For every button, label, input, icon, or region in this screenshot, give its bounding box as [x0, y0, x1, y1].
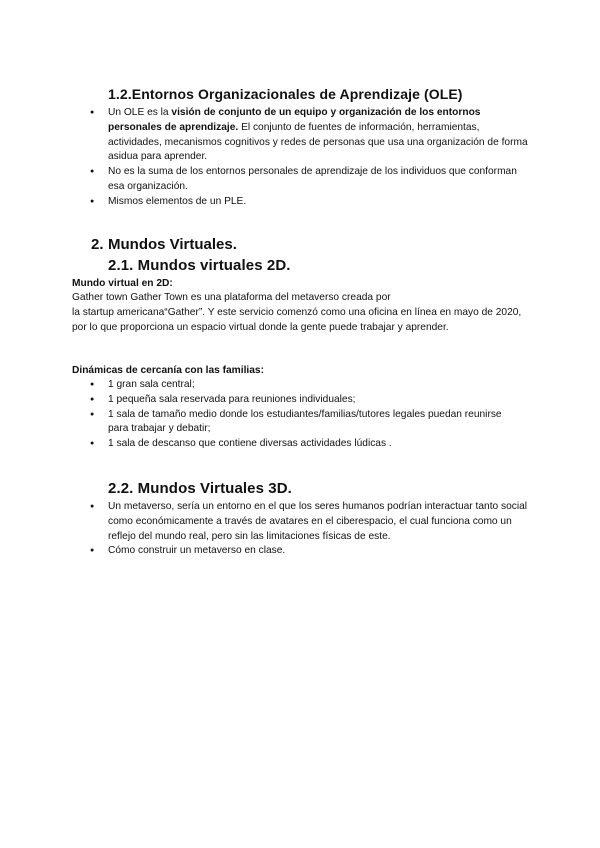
gather-paragraph: Gather town Gather Town es una plataforma del metaverso creada por la startup americana“Gather”. Y este servicio comenzó como una oficina en línea en mayo de 2020, por lo que proporciona un espacio virtual donde la gente puede trabajar y aprender.	[72, 292, 522, 333]
list-item: ● No es la suma de los entornos personales de aprendizaje de los individuos que conforman esa organización.	[108, 165, 528, 195]
dinamicas-label: Dinámicas de cercanía con las familias:	[72, 365, 264, 376]
list-item: ● Mismos elementos de un PLE.	[108, 195, 528, 210]
mundos-2d-heading: 2.1. Mundos virtuales 2D.	[108, 257, 291, 274]
list-item: ● Cómo construir un metaverso en clase.	[108, 544, 528, 559]
dinamicas-bullet-list	[108, 378, 513, 452]
list-item: ● 1 pequeña sala reservada para reuniones individuales;	[108, 393, 513, 408]
mundos-heading	[91, 236, 237, 253]
section-number: 2.	[91, 236, 104, 253]
mundo-2d-label: Mundo virtual en 2D:	[72, 278, 173, 289]
list-item: ● Un OLE es la visión de conjunto de un equipo y organización de los entornos personales de aprendizaje. El conjunto de fuentes de información, herramientas, actividades, mecanismos cognitivos y redes de personas que usa una organización de forma asidua para aprender.	[108, 106, 528, 165]
ole-heading: 1.2.Entornos Organizacionales de Aprendizaje (OLE)	[108, 86, 463, 102]
section-title: Mundos Virtuales.	[108, 236, 237, 253]
mundos-3d-bullet-list	[108, 500, 528, 559]
list-item: ● 1 sala de tamaño medio donde los estudiantes/familias/tutores legales puedan reunirse para trabajar y debatir;	[108, 408, 513, 438]
ole-bullet-list	[108, 106, 528, 210]
list-item: ● Un metaverso, sería un entorno en el que los seres humanos podrían interactuar tanto social como económicamente a través de avatares en el ciberespacio, el cual funciona como un reflejo del mundo real, pero sin las limitaciones físicas de este.	[108, 500, 528, 544]
list-item: ● 1 sala de descanso que contiene diversas actividades lúdicas .	[108, 437, 513, 452]
list-item: ● 1 gran sala central;	[108, 378, 513, 393]
mundos-3d-heading: 2.2. Mundos Virtuales 3D.	[108, 480, 292, 497]
